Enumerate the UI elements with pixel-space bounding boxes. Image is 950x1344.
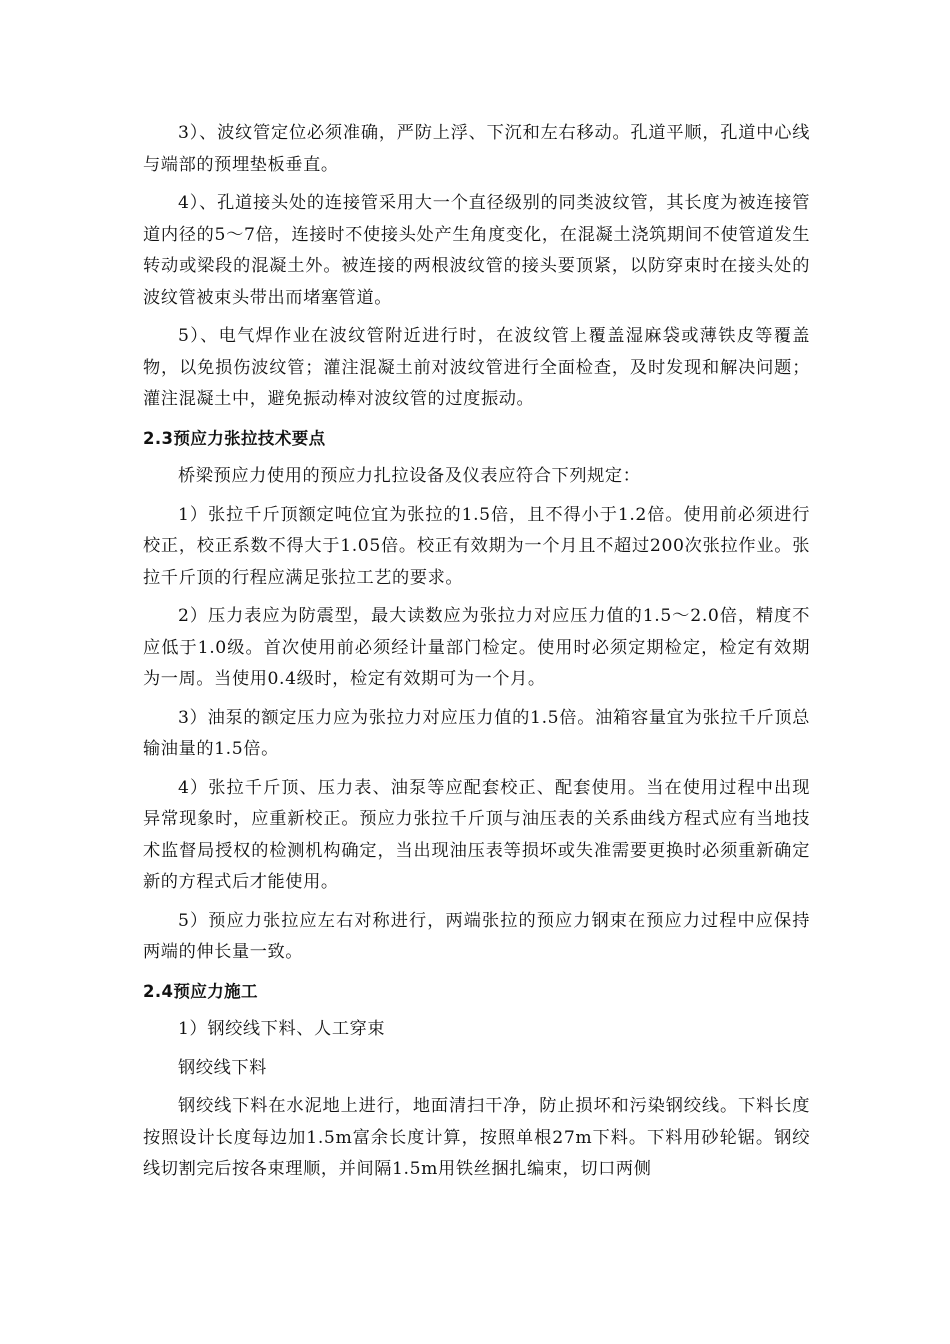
paragraph-4-duct-joint: 4）、孔道接头处的连接管采用大一个直径级别的同类波纹管，其长度为被连接管道内径的5～7倍，连接时不使接头处产生角度变化，在混凝土浇筑期间不使管道发生转动或梁段的混凝土外。被连接的两根波纹管的接头要顶紧，以防穿束时在接头处的波纹管被束头带出而堵塞管道。 bbox=[143, 193, 810, 308]
paragraph-1-jack-rating: 1）张拉千斤顶额定吨位宜为张拉的1.5倍，且不得小于1.2倍。使用前必须进行校正，校正系数不得大于1.05倍。校正有效期为一个月且不超过200次张拉作业。张拉千斤顶的行程应满足张拉工艺的要求。 bbox=[143, 504, 810, 588]
paragraph-5-symmetric-tensioning: 5）预应力张拉应左右对称进行，两端张拉的预应力钢束在预应力过程中应保持两端的伸长量一致。 bbox=[143, 910, 810, 962]
paragraph-5-welding-protection: 5）、电气焊作业在波纹管附近进行时，在波纹管上覆盖湿麻袋或薄铁皮等覆盖物，以免损伤波纹管；灌注混凝土前对波纹管进行全面检查，及时发现和解决问题；灌注混凝土中，避免振动棒对波纹管的过度振动。 bbox=[143, 326, 810, 409]
paragraph-3-oil-pump: 3）油泵的额定压力应为张拉力对应压力值的1.5倍。油箱容量宜为张拉千斤顶总输油量的1.5倍。 bbox=[143, 707, 810, 759]
paragraph-3-corrugated-pipe-positioning: 3）、波纹管定位必须准确，严防上浮、下沉和左右移动。孔道平顺，孔道中心线与端部的预埋垫板垂直。 bbox=[143, 123, 810, 175]
paragraph-equipment-intro: 桥梁预应力使用的预应力扎拉设备及仪表应符合下列规定： bbox=[178, 466, 641, 486]
paragraph-strand-cutting-subheading: 钢绞线下料 bbox=[178, 1057, 267, 1078]
paragraph-strand-cutting-details: 钢绞线下料在水泥地上进行，地面清扫干净，防止损坏和污染钢绞线。下料长度按照设计长度每边加1.5m富余长度计算，按照单根27m下料。下料用砂轮锯。钢绞线切割完后按各束理顺，并间隔1.5m用铁丝捆扎编束，切口两侧 bbox=[143, 1096, 810, 1179]
paragraph-4-matching-calibration: 4）张拉千斤顶、压力表、油泵等应配套校正、配套使用。当在使用过程中出现异常现象时，应重新校正。预应力张拉千斤顶与油压表的关系曲线方程式应有当地技术监督局授权的检测机构确定，当出现油压表等损坏或失准需要更换时必须重新确定新的方程式后才能使用。 bbox=[143, 777, 810, 892]
paragraph-1-strand-cutting-threading: 1）钢绞线下料、人工穿束 bbox=[178, 1019, 386, 1039]
section-heading-2-3: 2.3预应力张拉技术要点 bbox=[143, 428, 326, 448]
paragraph-2-pressure-gauge: 2）压力表应为防震型，最大读数应为张拉力对应压力值的1.5～2.0倍，精度不应低于1.0级。首次使用前必须经计量部门检定。使用时必须定期检定，检定有效期为一周。当使用0.4级时，检定有效期可为一个月。 bbox=[143, 606, 810, 689]
section-heading-2-4: 2.4预应力施工 bbox=[143, 981, 258, 1001]
